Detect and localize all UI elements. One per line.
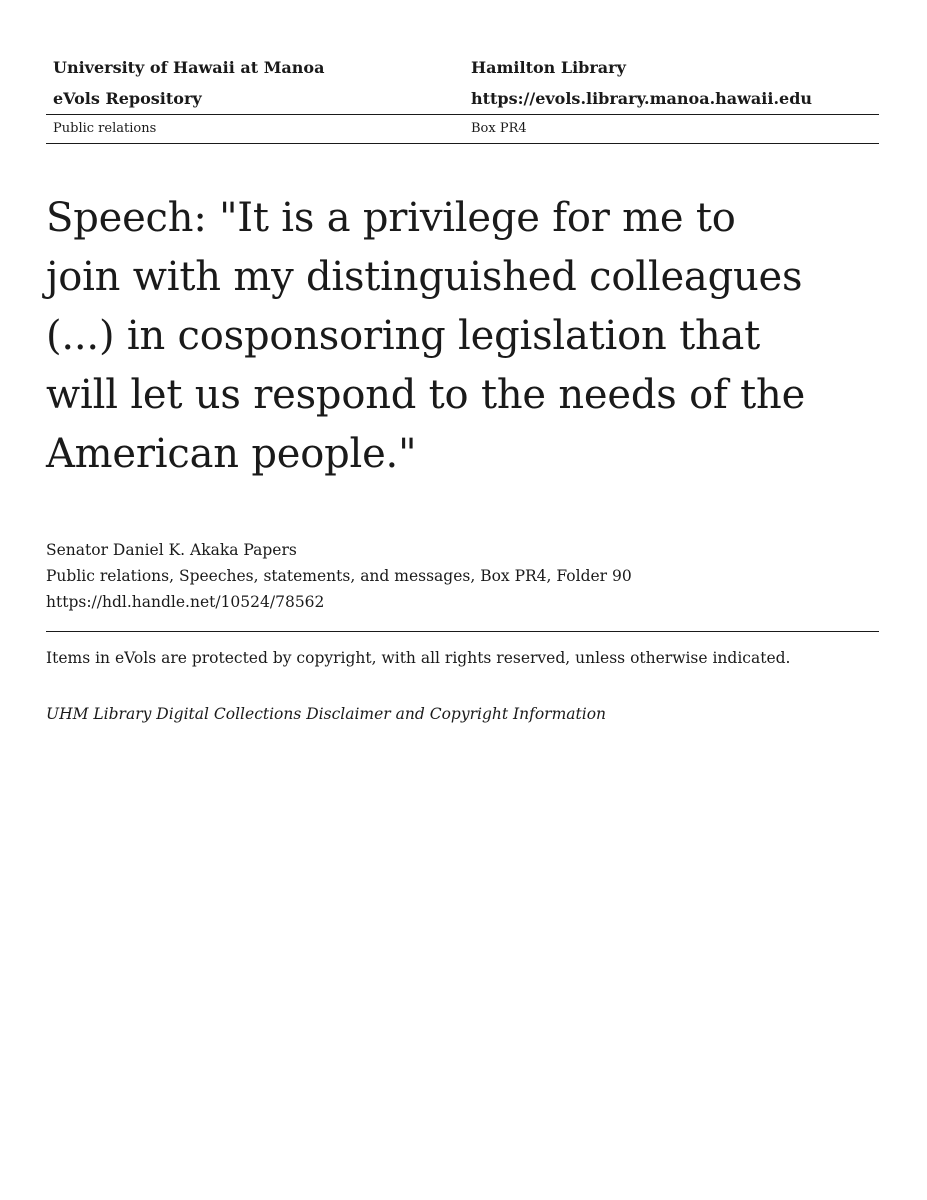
header-row-3: [46, 115, 879, 143]
box-label: Box PR4: [471, 121, 527, 136]
disclaimer-link[interactable]: UHM Library Digital Collections Disclaimer and Copyright Information: [46, 705, 607, 723]
document-title: Speech: "It is a privilege for me to join with my distinguished colleagues (...) in cosponsoring legislation that will let us respond to the needs of the American people.": [46, 195, 806, 477]
library-name: Hamilton Library: [471, 58, 626, 77]
header-row-1: [46, 52, 879, 83]
repository-url: https://evols.library.manoa.hawaii.edu: [471, 89, 813, 108]
repository-name: eVols Repository: [53, 89, 202, 108]
footer-divider: [46, 631, 879, 632]
collection-name: Senator Daniel K. Akaka Papers: [46, 541, 297, 559]
document-header: [46, 52, 879, 144]
institution-name: University of Hawaii at Manoa: [53, 58, 325, 77]
copyright-notice: Items in eVols are protected by copyright, with all rights reserved, unless otherwise indicated.: [46, 649, 791, 667]
series-label: Public relations: [53, 121, 157, 136]
folder-location: Public relations, Speeches, statements, and messages, Box PR4, Folder 90: [46, 567, 632, 585]
document-metadata: [46, 537, 632, 615]
handle-link[interactable]: https://hdl.handle.net/10524/78562: [46, 593, 325, 611]
header-divider-bottom: [46, 143, 879, 144]
header-row-2: [46, 83, 879, 114]
